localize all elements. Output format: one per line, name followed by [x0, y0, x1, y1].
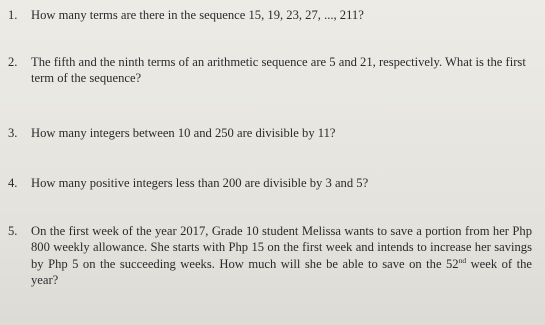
question-text: How many integers between 10 and 250 are divisible by 11? — [31, 126, 336, 140]
question-text-part: week of the year? — [31, 256, 532, 288]
question-text: How many terms are there in the sequence 15, 19, 23, 27, ..., 211? — [31, 8, 364, 22]
question-2 — [8, 54, 528, 87]
question-3 — [8, 125, 536, 141]
ordinal-suffix: nd — [458, 255, 467, 265]
question-number: 5. — [8, 224, 18, 238]
question-text: The fifth and the ninth terms of an arithmetic sequence are 5 and 21, respectively. What is the first term of the sequence? — [31, 55, 526, 86]
question-number: 3. — [8, 126, 18, 140]
question-number: 1. — [8, 8, 18, 22]
question-4 — [8, 175, 536, 191]
question-number: 4. — [8, 176, 18, 190]
question-5 — [8, 223, 532, 289]
question-1 — [8, 7, 536, 23]
question-text: How many positive integers less than 200 are divisible by 3 and 5? — [31, 176, 369, 190]
question-text-part: On the first week of the year 2017, Grade 10 student Melissa wants to save a portion from her Php 800 weekly allowance. She starts with Php 15 on the first week and intends to increase her savings by Php 5 on the succeeding weeks. How much will she be able to save on the 52 — [31, 224, 532, 271]
bleed-through-text — [0, 200, 11, 212]
question-number: 2. — [8, 55, 18, 69]
bleed-through-text — [0, 100, 11, 112]
question-text — [31, 223, 532, 289]
